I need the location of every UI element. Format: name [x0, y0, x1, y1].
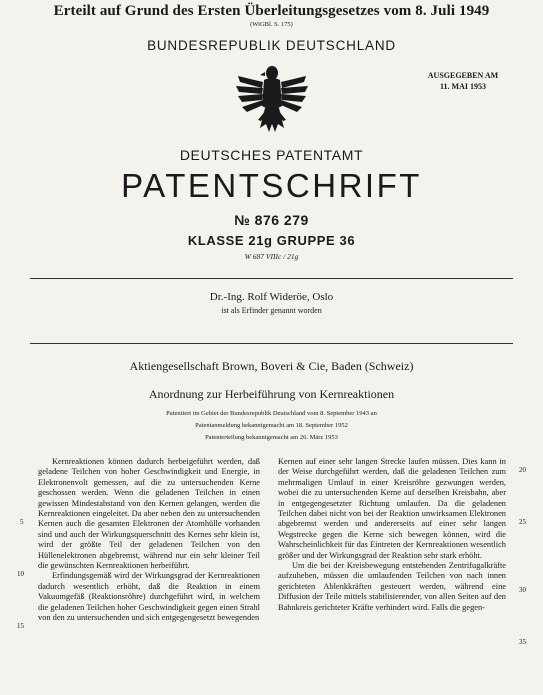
- applicant: Aktiengesellschaft Brown, Boveri & Cie, Baden (Schweiz): [129, 359, 414, 373]
- line-number: 5: [20, 518, 24, 526]
- paragraph: Kernen auf einer sehr langen Strecke laufen müssen. Dies kann in der Weise durchgeführt werden, daß die geladenen Teilchen zum mehrmaligen Umlauf in einer Kreisröhre gezwungen werden, wobei die zu untersuchenden Kerne auf derselben Kreisbahn, aber in entgegengesetzter Richtung umlaufen. Da die geladenen Teilchen dabei nicht von bei der Reaktion unwirksamen Elektronen abgebremst werden und andererseits auf einer sehr langen Wegstrecke gegen die Kerne sich bewegen können, wird die Wahrscheinlichkeit für das Eintreten der Kernreaktionen wesentlich größer und der Wirkungsgrad der Reaktion sehr stark erhöht.: [278, 457, 506, 560]
- meta-line: Patentiert im Gebiet der Bundesrepublik Deutschland vom 8. September 1943 an: [166, 410, 377, 417]
- paragraph: Um die bei der Kreisbewegung entstehenden Zentrifugalkräfte aufzuheben, müssen die umlaufenden Teilchen von nach innen gerichteten Ablenkkräften gesteuert werden, während eine Diffusion der Teile mittels stabilisierender, von allen Seiten auf den Bahnkreis gerichteter Kräfte verhindert wird. Falls die gegen-: [278, 561, 506, 612]
- line-number: 35: [519, 638, 526, 646]
- patent-number: № 876 279: [234, 212, 309, 228]
- divider-top: [30, 278, 513, 279]
- meta-line: Patenterteilung bekanntgemacht am 26. März 1953: [205, 434, 338, 441]
- document-type: PATENTSCHRIFT: [121, 167, 422, 204]
- gazette-reference: (WiGBl. S. 175): [250, 21, 293, 28]
- country-name: BUNDESREPUBLIK DEUTSCHLAND: [147, 38, 396, 53]
- body-column-left: [38, 457, 260, 624]
- patent-office: DEUTSCHES PATENTAMT: [179, 147, 364, 163]
- line-number: 25: [519, 518, 526, 526]
- paragraph: Kernreaktionen können dadurch herbeigeführt werden, daß geladene Teilchen von hoher Geschwindigkeit und Energie, in Elektronenvolt gemessen, auf die zu untersuchenden Kerne geschossen werden. Wenn die geladenen Teilchen in einen gewissen Mindestabstand von den Kernen gelangen, werden die Kernreaktionen eingeleitet. Da aber neben den zu untersuchenden Kernen auch die gesamten Elektronen der Atomhülle vorhanden sind und auch der Wirkungsquerschnitt des Kernes sehr klein ist, wird der größte Teil der geladenen Teilchen von den Hüllenelektronen abgebremst, während nur ein sehr kleiner Teil die gewünschten Kernreaktionen herbeiführt.: [38, 457, 260, 571]
- meta-line: Patentanmeldung bekanntgemacht am 18. September 1952: [195, 422, 348, 429]
- issued-label: AUSGEGEBEN AM: [427, 71, 499, 80]
- invention-title: Anordnung zur Herbeiführung von Kernreaktionen: [148, 387, 395, 401]
- federal-eagle-icon: [232, 62, 312, 138]
- line-number: 20: [519, 466, 526, 474]
- inventor-name: Dr.-Ing. Rolf Wideröe, Oslo: [209, 291, 334, 303]
- line-number: 15: [17, 622, 24, 630]
- inventor-note: ist als Erfinder genannt worden: [221, 306, 322, 315]
- header-title: Erteilt auf Grund des Ersten Überleitungsgesetzes vom 8. Juli 1949: [53, 3, 490, 19]
- paragraph: Erfindungsgemäß wird der Wirkungsgrad der Kernreaktionen dadurch wesentlich erhöht, daß die Reaktion in einem Vakuumgefäß (Reaktionsröhre) durchgeführt wird, in welchem die geladenen Teilchen hoher Geschwindigkeit gegen einen Strahl von den zu untersuchenden und sich entgegengesetzt bewegenden: [38, 571, 260, 623]
- file-reference: W 687 VIIIc / 21g: [244, 252, 299, 261]
- line-number: 10: [17, 570, 24, 578]
- classification: KLASSE 21g GRUPPE 36: [187, 233, 356, 248]
- issued-block: [413, 70, 513, 92]
- line-number: 30: [519, 586, 526, 594]
- issued-date: 11. MAI 1953: [440, 82, 486, 91]
- divider-middle: [30, 343, 513, 344]
- body-column-right: [278, 457, 506, 613]
